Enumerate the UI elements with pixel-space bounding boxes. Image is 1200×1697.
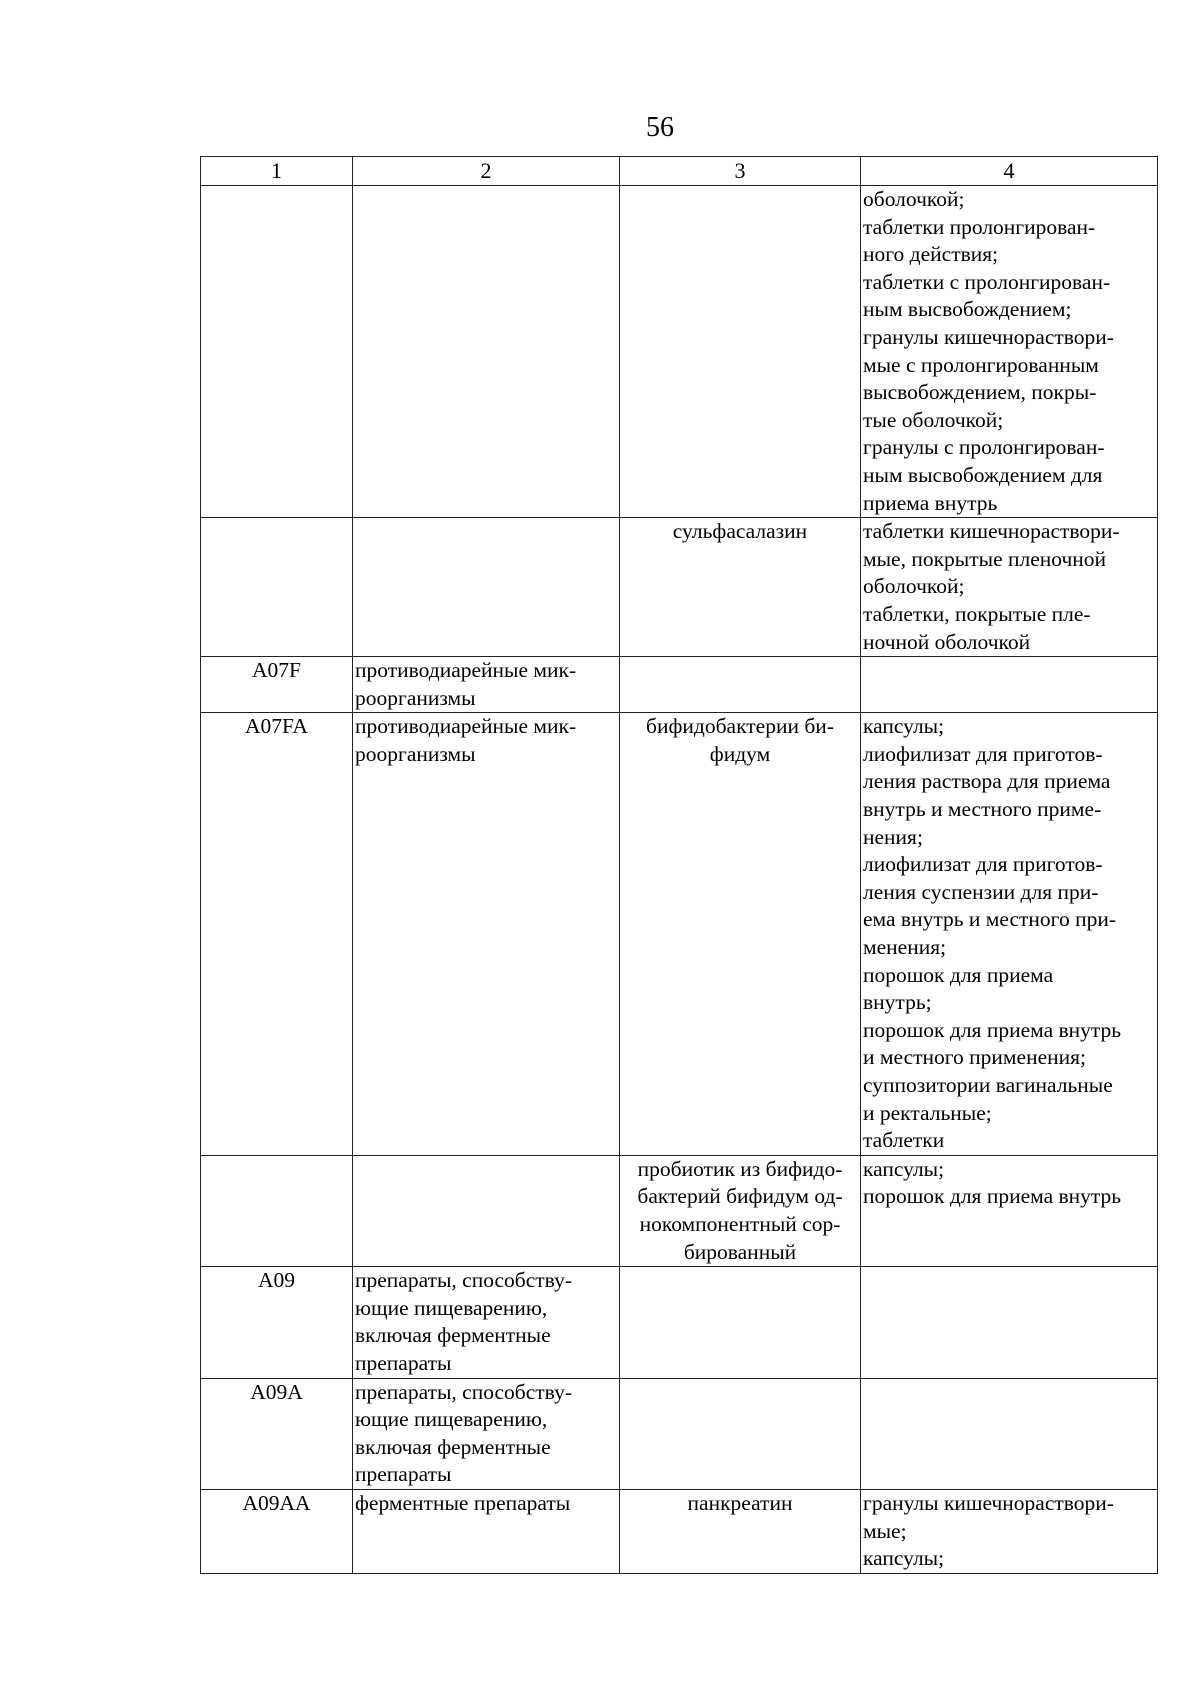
dosage-form-line: мые; — [863, 1518, 907, 1543]
table-row — [201, 713, 1158, 1156]
dosage-form-line: гранулы кишечнораствори- — [863, 324, 1114, 349]
code-cell: A09 — [201, 1267, 353, 1378]
dosage-form-line: ного действия; — [863, 242, 999, 267]
dosage-form-line: внутрь; — [863, 990, 932, 1015]
page-number: 56 — [646, 112, 674, 143]
table-row — [201, 1155, 1158, 1266]
substance-cell — [620, 1378, 861, 1489]
dosage-form-line: гранулы кишечнораствори- — [863, 1490, 1114, 1515]
dosage-form-line: мые с пролонгированным — [863, 352, 1099, 377]
dosage-form-line: ема внутрь и местного при- — [863, 907, 1117, 932]
dosage-form-line: ления раствора для приема — [863, 769, 1111, 794]
code-cell: A09A — [201, 1378, 353, 1489]
table-row — [201, 518, 1158, 657]
group-cell — [353, 1378, 620, 1489]
substance-line: бифидобактерии би- — [646, 714, 834, 739]
dosage-form-line: порошок для приема внутрь — [863, 1184, 1122, 1209]
dosage-form-line: ным высвобождением; — [863, 297, 1072, 322]
group-line: роорганизмы — [355, 685, 476, 710]
table-row — [201, 186, 1158, 518]
substance-line: пробиотик из бифидо- — [637, 1156, 843, 1181]
dosage-form-line: высвобождением, покры- — [863, 380, 1097, 405]
table-header-row — [201, 157, 1158, 186]
substance-line: сульфасалазин — [672, 519, 808, 544]
dosage-form-line: гранулы с пролонгирован- — [863, 435, 1105, 460]
dosage-form-line: внутрь и местного приме- — [863, 797, 1102, 822]
dosage-form-line: оболочкой; — [863, 574, 965, 599]
dosage-form-line: тые оболочкой; — [863, 407, 1004, 432]
substance-cell — [620, 518, 861, 657]
substance-cell — [620, 1267, 861, 1378]
code-cell — [201, 518, 353, 657]
group-cell — [353, 1489, 620, 1573]
substance-cell — [620, 713, 861, 1156]
group-line: препараты — [355, 1350, 452, 1375]
dosage-form-line: ным высвобождением для — [863, 462, 1103, 487]
group-line: препараты, способству- — [355, 1379, 573, 1404]
code-cell: A07F — [201, 657, 353, 713]
column-header: 2 — [353, 157, 620, 186]
dosage-form-line: таблетки кишечнораствори- — [863, 519, 1120, 544]
dosage-form-line: таблетки — [863, 1128, 945, 1153]
table-row — [201, 1378, 1158, 1489]
dosage-form-cell — [861, 518, 1158, 657]
table-row — [201, 1489, 1158, 1573]
group-line: включая ферментные — [355, 1434, 551, 1459]
substance-line: бактерий бифидум од- — [637, 1184, 843, 1209]
code-cell: A07FA — [201, 713, 353, 1156]
dosage-form-cell — [861, 1489, 1158, 1573]
dosage-form-line: ночной оболочкой — [863, 629, 1031, 654]
table-row — [201, 657, 1158, 713]
substance-cell — [620, 1155, 861, 1266]
dosage-form-line: таблетки, покрытые пле- — [863, 601, 1091, 626]
dosage-form-line: порошок для приема внутрь — [863, 1017, 1122, 1042]
code-cell: A09AA — [201, 1489, 353, 1573]
substance-cell — [620, 186, 861, 518]
group-cell — [353, 518, 620, 657]
group-line: противодиарейные мик- — [355, 714, 577, 739]
dosage-form-line: ления суспензии для при- — [863, 879, 1099, 904]
substance-cell — [620, 1489, 861, 1573]
dosage-form-line: капсулы; — [863, 1546, 945, 1571]
dosage-form-cell — [861, 1378, 1158, 1489]
substance-line: бированный — [683, 1239, 797, 1264]
drug-table — [200, 156, 1158, 1574]
group-cell — [353, 713, 620, 1156]
group-cell — [353, 1267, 620, 1378]
dosage-form-line: и ректальные; — [863, 1100, 992, 1125]
dosage-form-line: приема внутрь — [863, 490, 998, 515]
group-cell — [353, 657, 620, 713]
dosage-form-cell — [861, 657, 1158, 713]
dosage-form-cell — [861, 713, 1158, 1156]
dosage-form-line: таблетки пролонгирован- — [863, 214, 1096, 239]
dosage-form-line: таблетки с пролонгирован- — [863, 269, 1111, 294]
substance-line: нокомпонентный сор- — [639, 1211, 841, 1236]
group-cell — [353, 186, 620, 518]
dosage-form-cell — [861, 1155, 1158, 1266]
group-line: препараты, способству- — [355, 1268, 573, 1293]
dosage-form-line: порошок для приема — [863, 962, 1054, 987]
dosage-form-line: лиофилизат для приготов- — [863, 852, 1103, 877]
group-line: включая ферментные — [355, 1323, 551, 1348]
dosage-form-line: капсулы; — [863, 714, 945, 739]
dosage-form-line: лиофилизат для приготов- — [863, 741, 1103, 766]
dosage-form-line: суппозитории вагинальные — [863, 1073, 1113, 1097]
dosage-form-line: нения; — [863, 824, 923, 849]
table-row — [201, 1267, 1158, 1378]
group-line: препараты — [355, 1462, 452, 1487]
group-line: ющие пищеварению, — [355, 1407, 548, 1432]
group-cell — [353, 1155, 620, 1266]
dosage-form-line: и местного применения; — [863, 1045, 1086, 1070]
dosage-form-cell — [861, 1267, 1158, 1378]
group-line: ющие пищеварению, — [355, 1295, 548, 1320]
group-line: ферментные препараты — [355, 1490, 571, 1515]
substance-cell — [620, 657, 861, 713]
substance-line: панкреатин — [687, 1490, 793, 1515]
code-cell — [201, 1155, 353, 1266]
dosage-form-cell — [861, 186, 1158, 518]
group-line: роорганизмы — [355, 741, 476, 766]
dosage-form-line: мые, покрытые пленочной — [863, 546, 1107, 571]
code-cell — [201, 186, 353, 518]
dosage-form-line: менения; — [863, 935, 947, 960]
column-header: 1 — [201, 157, 353, 186]
dosage-form-line: капсулы; — [863, 1156, 945, 1181]
column-header: 4 — [861, 157, 1158, 186]
dosage-form-line: оболочкой; — [863, 187, 965, 211]
group-line: противодиарейные мик- — [355, 658, 577, 683]
column-header: 3 — [620, 157, 861, 186]
substance-line: фидум — [709, 741, 771, 766]
